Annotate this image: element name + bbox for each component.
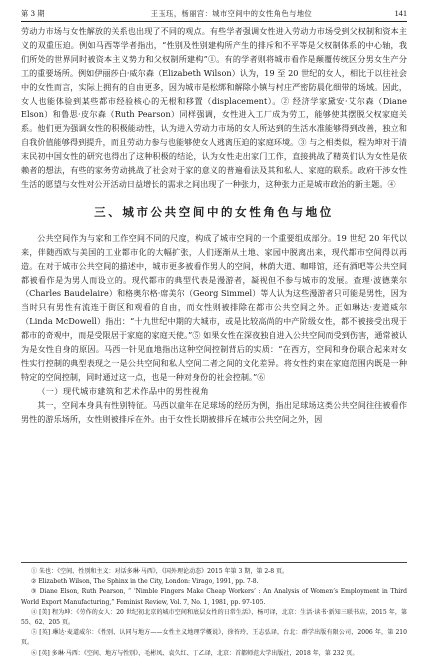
subsection-heading: （一）现代城市建筑和艺术作品中的男性视角 bbox=[37, 385, 209, 396]
paragraph: 公共空间作为与家和工作空间不同的尺度，构成了城市空间的一个重要组成部分。19 世纪 20 年代以来，伴随西欧与美国的工业都市化的大幅扩张，人们逐渐从土地、家园中脱离出来，现代都市空间得以再造。在对于城市公共空间的描述中，城市更多被看作男人的空间，林荫大道、咖啡馆，还有酒吧等公共空间都被看作是为男人而设立的。现代都市的典型代表是漫游者，凝视但不参与城市的发展。查理·波德莱尔（Charles Baudelaire）和格奥尔格·席美尔（Georg Simmel）等人认为这些漫游者只可能是男性，因为当时只有男性有流连于街区和观看的自由，而女性则被排除在都市公共空间之外。正如琳达·麦道威尔（Linda McDowell）指出：“十九世纪中期的大城市，或是比较高尚的中产阶级女性，都不被接受出现于都市的奇观中，而是受限居于家庭的家庭天使。”⑤ 如果女性在深夜独自进入公共空间而受到伤害，通常被认为是女性自身的原因。马西一针见血地指出这种空间控制背后的实质：“在西方，空间和身份联合起来对女性实行控制的典型表现之一是公共空间和私人空间二者之间的文化差异。将女性约束在家庭范围内既是一种特定的空间控制，同时通过这一点，也是一种对身份的社会控制。”⑥ bbox=[21, 232, 407, 382]
footnote: ⑤ [英] 琳达·麦道威尔：《性别、认同与地方——女性主义地理学概说》，徐苔玲、王志弘译，台北：群学出版有限公司，2006 年，第 210 页。 bbox=[21, 629, 407, 647]
paragraph: 劳动力市场与女性解放的关系也出现了不同的观点。有些学者强调女性进入劳动力市场受到父权制和资本主义的双重压迫。例如马西等学者指出，“性别及性别建构所产生的排斥和不平等是父权制体系的中心轴，我们所处的世界同时被资本主义势力和父权制所建构”①。有的学者则将城市看作是颠覆传统区分男女生产分工的重要场所。例如伊丽莎白·威尔森（Elizabeth Wilson）认为，19 至 20 世纪的女人，相比于以往社会中的女性而言，实际上拥有的自由更多，因为城市是松绑和解除小镇与村庄严密防晨化细带的场域。因此，女人也能体验到某些都市经验核心的无根和移置（displacement）。② 经济学家黛安·艾尔森（Diane Elson）和鲁思·皮尔森（Ruth Pearson）同样强调，女性进入工厂成为劳工，能够使其摆脱父权家庭关系。他们更为强调女性的积极能动性，认为进入劳动力市场的女人所达到的生活水准能够得到改善，独立和自我价值能够得到提升，而且劳动力参与也能够使女人逃离压迫的家庭环境。③ 与之相类似，程为坤对于清末民初中国女性的研究也得出了这种积极的结论，认为女性走出家门工作，直接挑战了精英们认为女性是依赖者的想法，有些的家务劳动挑战了社会对于家的意义的普遍看法及其和私人、家庭的联系。政府干涉女性生活的愿望与女性对公开活动日益增长的需求之间出现了一种张力，这种张力正是城市政治的新主题。④ bbox=[21, 26, 407, 189]
running-header bbox=[21, 7, 407, 22]
footnote: ① 朱也：《空间、性别和主义：对话多琳·马西》，《国外理论动态》2015 年第 3 期，第 2-8 页。 bbox=[31, 568, 289, 575]
issue-label: 第 3 期 bbox=[21, 9, 45, 18]
footnote: ③ Diane Elson, Ruth Pearson, “ ‘Nimble Fingers Make Cheap Workers’ : An Analysis of Women’s Employment in Third World Export Manufacturing,” Feminist Review, Vol. 7, No. 1, 1981, pp. 97-105. bbox=[21, 588, 407, 606]
footnote: ⑥ [英] 多琳·马西：《空间、地方与性别》，毛彬凤、袁久红、丁乙译，北京：首都师范大学出版社，2018 年，第 232 页。 bbox=[31, 649, 359, 657]
page-number: 141 bbox=[394, 9, 407, 18]
section-heading: 三、城市公共空间中的女性角色与地位 bbox=[94, 204, 334, 219]
footnote: ② Elizabeth Wilson, The Sphinx in the City, London: Virago, 1991, pp. 7-8. bbox=[31, 578, 259, 586]
paragraph: 其一，空间本身具有性别特征。马西以童年在足球场的经历为例，指出足球场这类公共空间往往被看作男性的游乐场所，女性则被排斥在外。由于女性长期被排斥在城市公共空间之外，因 bbox=[21, 399, 407, 424]
main-text bbox=[21, 25, 407, 426]
running-title: 王玉珏，杨丽宫：城市空间中的女性角色与地位 bbox=[150, 9, 313, 18]
footnote: ④ [美] 程为坤：《劳作的女人：20 世纪初北京的城市空间和底层女性的日常生活》，杨可译，北京：生活·读书·新知三联书店，2015 年，第 55、62、205 页。 bbox=[21, 608, 407, 627]
footnotes bbox=[21, 562, 407, 659]
